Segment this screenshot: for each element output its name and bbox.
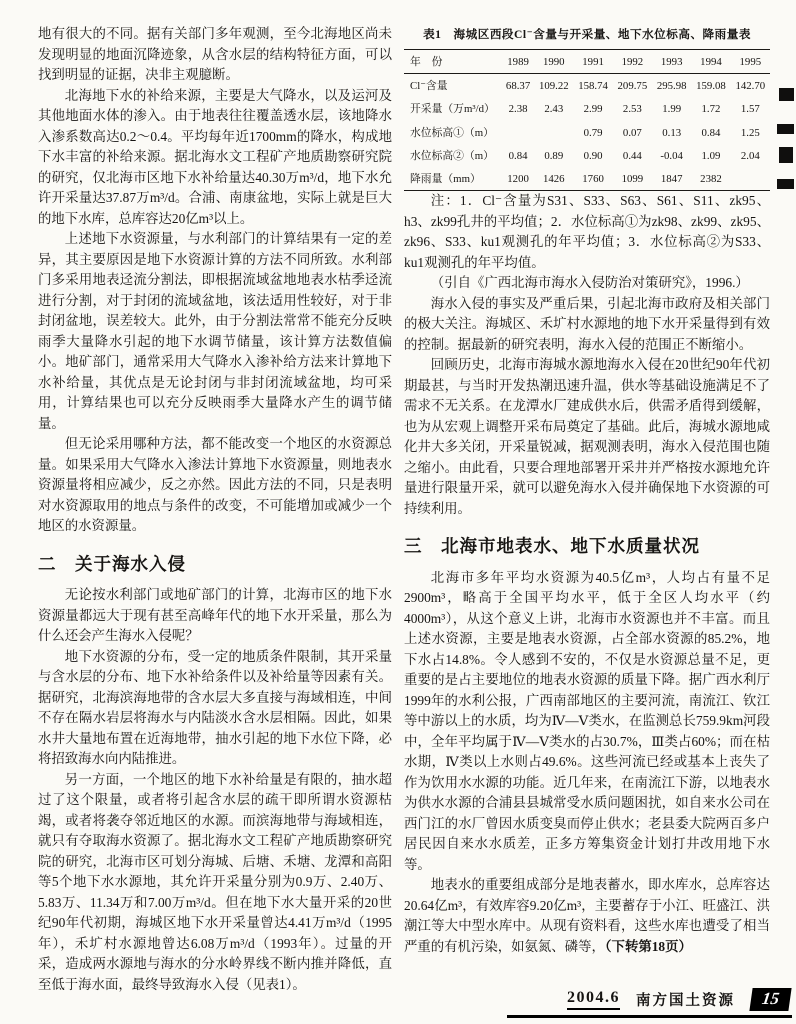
table-cell: 209.75 (617, 80, 648, 93)
table-header-row (404, 50, 770, 74)
paragraph: 上述地下水资源量，与水利部门的计算结果有一定的差异，其主要原因是地下水资源计算的方法不同所致。水利部门多采用地表迳流分割法，即根据流域盆地地表水枯季迳流进行分割，对于封闭的流域盆地，该法适用性较好，对于非封闭盆地，误差较大。此外，由于分割法常常不能充分反映雨季大量降水引起的地下水调节储量，该计算方法数值偏小。地矿部门，通常采用大气降水入渗补给方法来计算地下水补给量，其优点是无论封闭与非封闭流域盆地，均可采用，计算结果也可以充分反映雨季大量降水产生的调节储量。 (38, 231, 392, 431)
table-cell: 开采量（万m³/d） (410, 103, 495, 116)
table-cell: 0.13 (662, 126, 682, 139)
table-cell: 1991 (582, 56, 604, 68)
table-cell: 1994 (700, 56, 722, 68)
section-heading-2: 二 关于海水入侵 (38, 553, 186, 574)
table-cell: 0.44 (622, 149, 642, 162)
table-note: 注：1．Cl⁻含量为S31、S33、S63、S61、S11、zk95、h3、zk99孔井的平均值；2．水位标高①为zk98、zk99、zk95、zk96、S33、ku1观测孔的年平均值；3．水位标高②为S33、ku1观测孔的年平均值。 (404, 193, 770, 270)
paragraph: 地下水资源的分布，受一定的地质条件限制，其开采量与含水层的分布、地下水补给条件以及补给量等因素有关。据研究，北海滨海地带的含水层大多直接与海域相连，中间不存在隔水岩层将海水与内陆淡水含水层相隔。因此，如果水井大量地布置在近海地带，抽水引起的地下水位下降，必将招致海水向内陆推进。 (38, 648, 392, 766)
table-row (404, 121, 770, 144)
table-cell: 0.07 (622, 126, 642, 139)
table-cell: 2.53 (622, 103, 642, 116)
table-cell: 0.89 (544, 149, 564, 162)
table-citation: （引自《广西北海市海水入侵防治对策研究》，1996.） (430, 275, 749, 291)
table-cell: 0.84 (508, 149, 528, 162)
table-row (404, 144, 770, 167)
paragraph: 另一方面，一个地区的地下水补给量是有限的，抽水超过了这个限量，或者将引起含水层的疏干即所谓水资源枯竭，或者将袭夺邻近地区的水源。而滨海地带与海域相连，就只有夺取海水资源了。据北海水文工程矿产地质勘察研究院的研究，北海市区可划分海城、后塘、禾塘、龙潭和高阳等5个地下水水源地，其允许开采量分别为0.9万、2.40万、5.83万、11.34万和7.00万m³/d。但在地下水大量开采的20世纪90年代初期，海城区地下水开采量曾达4.41万m³/d（1995年），禾圹村水源地曾达6.08万m³/d（1993年）。过量的开采，造成两水源地与海水的分水岭界线不断内推并降低，直至低于海水面，最终导致海水入侵（见表1）。 (38, 771, 392, 992)
table-cell: 1200 (507, 172, 529, 185)
table-cell: 1989 (507, 56, 529, 68)
table-cell: 1993 (660, 56, 683, 68)
paragraph (404, 875, 770, 957)
table-cell: 158.74 (578, 80, 608, 93)
table-cell: 0.84 (701, 126, 721, 139)
table-cell (534, 121, 573, 144)
paragraph: 地有很大的不同。据有关部门多年观测，至今北海地区尚未发现明显的地面沉降迹象，从含水层的结构特征方面，可以找到明显的证据，决非主观臆断。 (38, 26, 392, 82)
footer-page-number: 15 (749, 988, 791, 1011)
scan-artifact (777, 179, 794, 189)
table-title: 表1 海城区西段Cl⁻含量与开采量、地下水位标高、降雨量表 (423, 28, 751, 41)
footer-journal-title: 南方国土资源 (636, 993, 735, 1009)
table-row (404, 74, 770, 98)
table-cell: 1.25 (740, 126, 760, 139)
table-cell: 1847 (660, 172, 683, 185)
table-cell: 0.79 (583, 126, 603, 139)
left-column (38, 24, 392, 1004)
paragraph: 无论按水利部门或地矿部门的计算，北海市区的地下水资源量都远大于现有甚至高峰年代的地下水开采量，那么为什么还会产生海水入侵呢？ (38, 587, 392, 643)
section-heading-3: 三 北海市地表水、地下水质量状况 (404, 536, 700, 557)
paragraph: 但无论采用哪种方法，都不能改变一个地区的水资源总量。如果采用大气降水入渗法计算地下水资源量，则地表水资源量将相应减少，反之亦然。因此方法的不同，只是表明对水资源取用的地点与条件的改变，不可能增加或减少一个地区的水资源量。 (38, 436, 392, 533)
table-cell: 年 份 (410, 56, 443, 68)
table-cell: 1426 (542, 172, 565, 185)
continued-on-page-note: （下转第18页） (604, 938, 692, 954)
right-column (404, 24, 770, 1004)
page-footer (507, 988, 792, 1018)
table-cell: 0.90 (583, 149, 603, 162)
table-cell: 1995 (739, 56, 762, 68)
table-cell: 142.70 (735, 80, 766, 93)
scan-artifact (777, 124, 794, 134)
table-cell: 降雨量（mm） (410, 172, 481, 185)
table-cell: 2.38 (508, 103, 528, 116)
footer-issue: 2004.6 (567, 989, 620, 1010)
table-cell (502, 121, 534, 144)
table-cell: 1992 (621, 56, 644, 68)
table-cell: 水位标高②（m） (410, 149, 494, 162)
table-cell: 109.22 (538, 80, 569, 93)
paragraph: 北海市多年平均水资源为40.5亿m³，人均占有量不足2900m³，略高于全国平均水平，低于全区人均水平（约4000m³），从这个意义上讲，北海市水资源也并不丰富。而且上述水资源，主要是地表水资源，占全部水资源的85.2%，地下水占14.8%。令人感到不安的，不仅是水资源总量不足，更重要的是占主要地位的地表水资源的质量下降。据广西水利厅1999年的水利公报，广西南部地区的主要河流，南流江、钦江等中游以上的水质，均为Ⅳ—Ⅴ类水，在监测总长759.9km河段中，全年平均属于Ⅳ—Ⅴ类水的占30.7%，Ⅲ类占60%；而在枯水期，Ⅳ类以上水则占49.6%。这些河流已经或基本上丧失了作为饮用水水源的功能。近几年来，在南流江下游，以地表水为供水水源的合浦县县城常受水质问题困扰，如自来水公司在西门江的水厂曾因水质变臭而停止供水；老县委大院两百多户居民因自来水水质差，正多方筹集资金计划打井改用地下水等。 (404, 569, 770, 872)
table-cell: 2.99 (583, 103, 603, 116)
table-cell: 2.04 (740, 149, 760, 162)
table-cell: 1.99 (662, 103, 682, 116)
table-row (404, 167, 770, 191)
table-cell: -0.04 (660, 149, 683, 162)
paragraph-text: 地表水的重要组成部分是地表蓄水，即水库水，总库容达20.64亿m³，有效库容9.20亿m³，主要蓄存于小江、旺盛江、洪潮江等大中型水库中。从现有资料看，这些水库也遭受了相当严重的有机污染，如氨氮、磷等， (404, 877, 770, 954)
table-cell: 1.09 (701, 149, 721, 162)
table-cell: 水位标高①（m） (410, 126, 494, 139)
table-cell: 1760 (582, 172, 604, 185)
table-cell (731, 167, 770, 191)
table-cell: 295.98 (656, 80, 687, 93)
paragraph: 海水入侵的事实及严重后果，引起北海市政府及相关部门的极大关注。海城区、禾圹村水源地的地下水开采量得到有效的控制。据最新的研究表明，海水入侵的范围正不断缩小。 (404, 295, 770, 352)
table-cell: 2.43 (544, 103, 564, 116)
paragraph: 回顾历史，北海市海城水源地海水入侵在20世纪90年代初期最甚，与当时开发热潮迅速升温，供水等基础设施满足不了需求不无关系。在龙潭水厂建成供水后，供需矛盾得到缓解，也为从宏观上调整开采布局奠定了基础。此后，海城水源地咸化井大多关闭，开采量锐减，据观测表明，海水入侵范围也随之缩小。由此看，只要合理地部署开采井并严格按水源地允许量进行限量开采，就可以避免海水入侵并确保地下水资源的可持续利用。 (404, 357, 770, 516)
data-table (404, 49, 770, 191)
table-cell: 2382 (700, 172, 722, 185)
scan-artifact (779, 88, 794, 101)
table-cell: 1.57 (740, 103, 760, 116)
table-cell: Cl⁻含量 (410, 80, 448, 93)
paragraph: 北海地下水的补给来源，主要是大气降水，以及运河及其他地面水体的渗入。由于地表往往覆盖透水层，该地降水入渗系数高达0.2～0.4。平均每年近1700mm的降水，构成地下水丰富的补给来源。据北海水文工程矿产地质勘察研究院的研究，仅北海市区地下水补给量达40.30万m³/d，地下水允许开采量达37.87万m³/d。合浦、南康盆地，实际上就是巨大的地下水库，总库容达20亿m³以上。 (38, 87, 392, 226)
scan-artifact (779, 147, 793, 163)
table-cell: 1990 (542, 56, 565, 68)
table-row (404, 97, 770, 120)
table-cell: 1.72 (701, 103, 721, 116)
table-cell: 68.37 (505, 80, 531, 93)
table-cell: 1099 (621, 172, 644, 185)
table-cell: 159.08 (696, 80, 726, 93)
